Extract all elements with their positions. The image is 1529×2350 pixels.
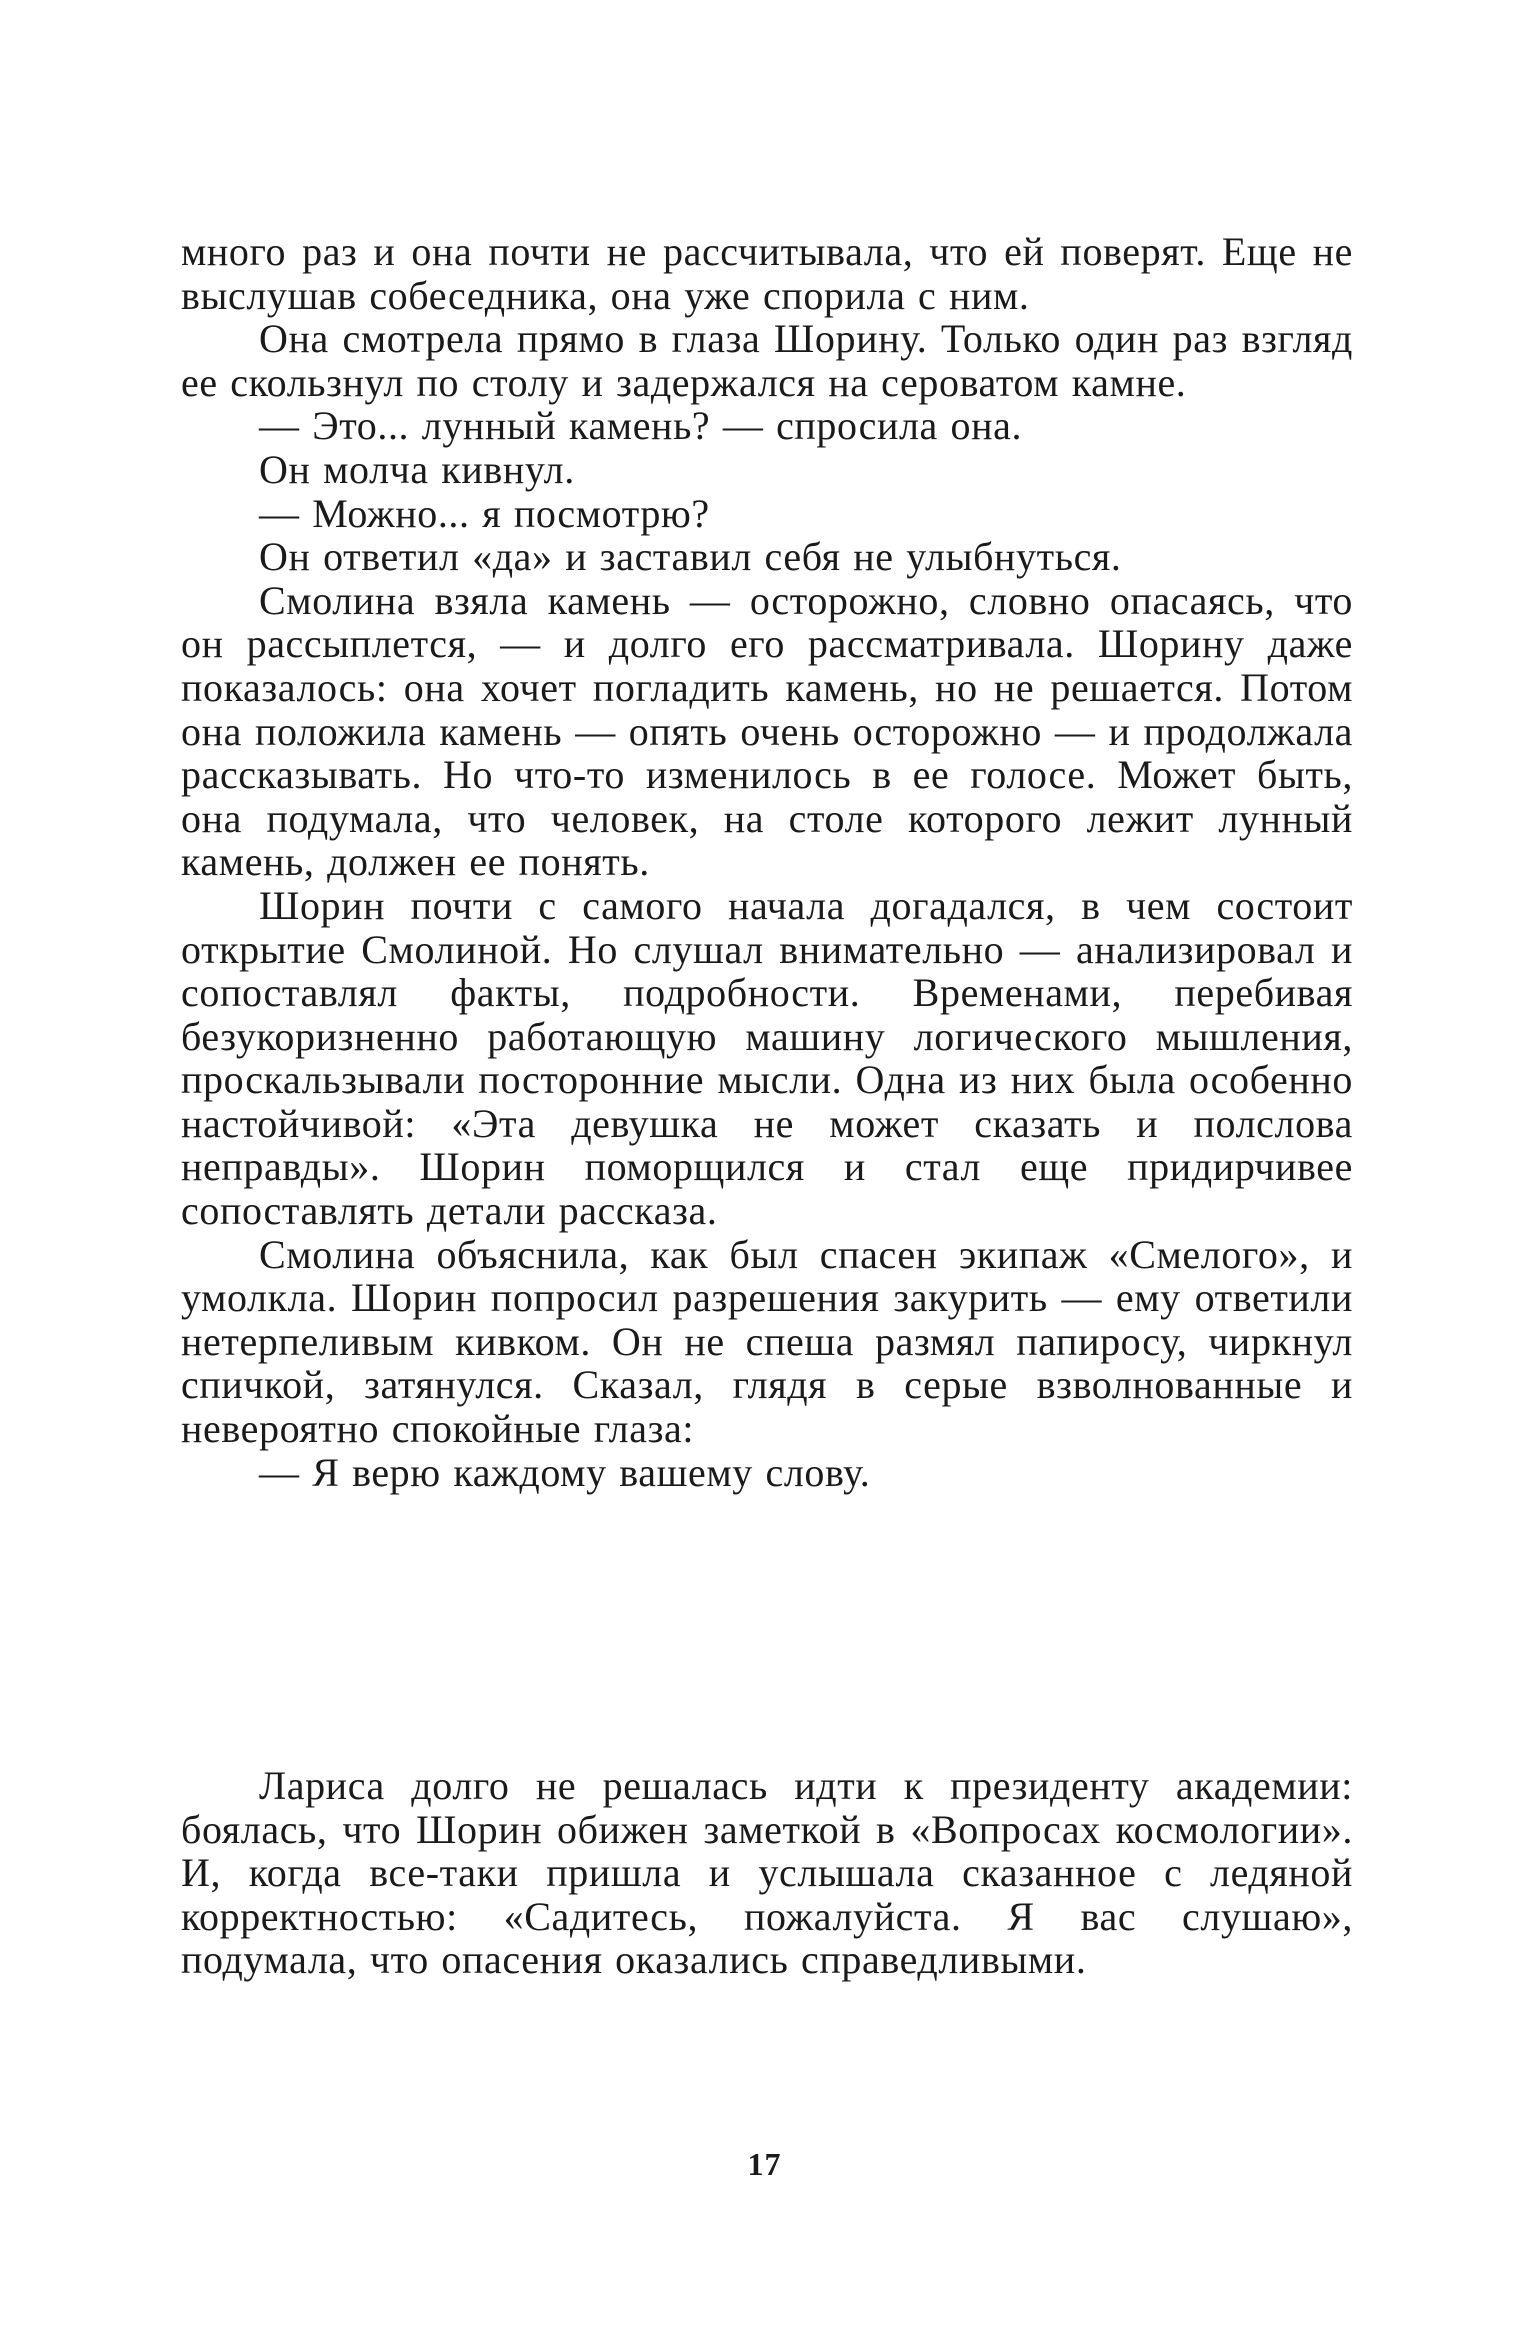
dialogue-moonstone-question: — Это... лунный камень? — спросила она. xyxy=(259,403,1023,449)
dialogue-i-believe: — Я верю каждому вашему слову. xyxy=(259,1449,871,1495)
paragraph-larisa: Лариса долго не решалась идти к президенту академии: боялась, что Шорин обижен заметкой в «Вопросах космологии». И, когда все-таки пришла и услышала сказанное с ледяной корректностью: «Садитесь, пожалуйста. Я вас слушаю», подумала, что опасения оказались справедливыми. xyxy=(181,1763,1353,1983)
paragraph-smolina-takes-stone: Смолина взяла камень — осторожно, словно опасаясь, что он рассыплется, — и долго его рассматривала. Шорину даже показалось: она хочет погладить камень, но не решается. Потом она положила камень — опять очень осторожно — и продолжала рассказывать. Но что-то изменилось в ее голосе. Может быть, она подумала, что человек, на столе которого лежит лунный камень, должен ее понять. xyxy=(181,577,1353,885)
paragraph-continuation: много раз и она почти не рассчитывала, что ей поверят. Еще не выслушав собеседника, она уже спорила с ним. xyxy=(181,229,1353,318)
paragraph-gaze: Она смотрела прямо в глаза Шорину. Только один раз взгляд ее скользнул по столу и задержался на сероватом камне. xyxy=(181,316,1353,405)
paragraph-shorin-guessed: Шорин почти с самого начала догадался, в чем состоит открытие Смолиной. Но слушал внимательно — анализировал и сопоставлял факты, подробности. Временами, перебивая безукоризненно работающую машину логического мышления, проскальзывали посторонние мысли. Одна из них была особенно настойчивой: «Эта девушка не может сказать и полслова неправды». Шорин поморщился и стал еще придирчивее сопоставлять детали рассказа. xyxy=(181,882,1353,1234)
paragraph-nod: Он молча кивнул. xyxy=(259,446,575,492)
dialogue-may-i-look: — Можно... я посмотрю? xyxy=(259,490,710,536)
paragraph-answer-yes: Он ответил «да» и заставил себя не улыбнуться. xyxy=(259,534,1122,580)
main-text-section xyxy=(181,230,1353,1494)
second-text-section xyxy=(181,1764,1353,1982)
page-number: 17 xyxy=(747,2146,782,2182)
paragraph-crew-saved: Смолина объяснила, как был спасен экипаж «Смелого», и умолкла. Шорин попросил разрешения закурить — ему ответили нетерпеливым кивком. Он не спеша размял папиросу, чиркнул спичкой, затянулся. Сказал, глядя в серые взволнованные и невероятно спокойные глаза: xyxy=(181,1231,1353,1452)
